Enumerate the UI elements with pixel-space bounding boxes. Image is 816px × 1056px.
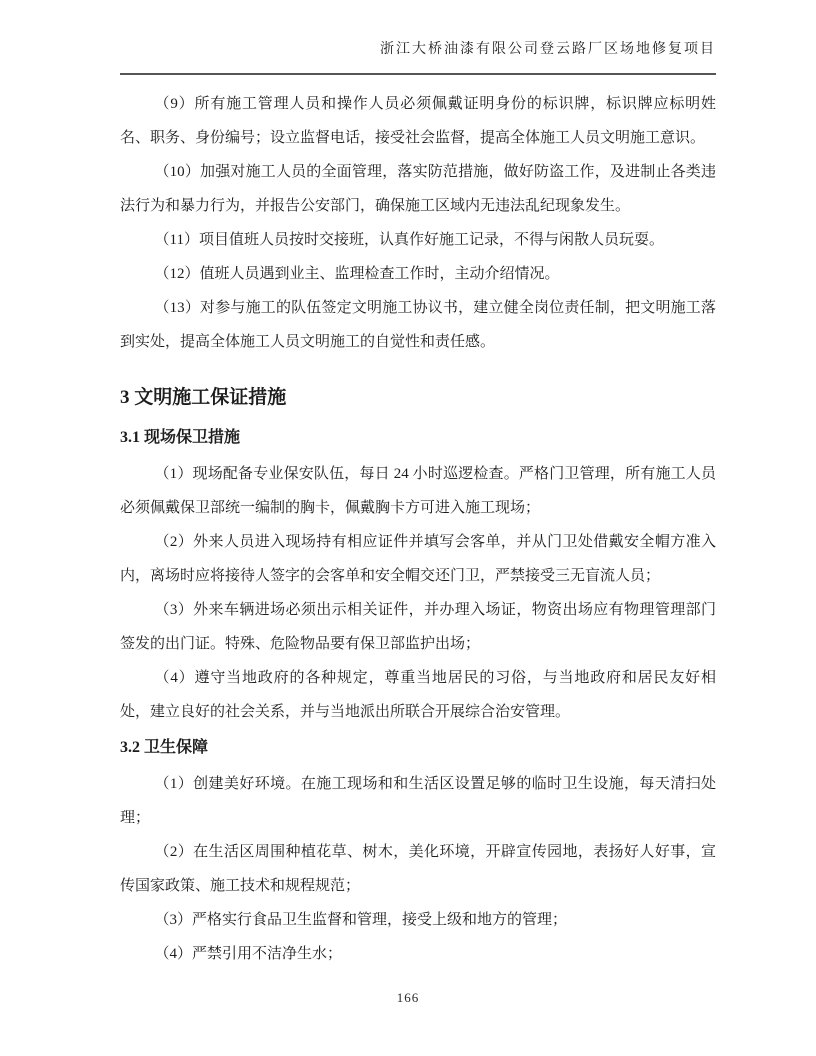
subsection-heading-3-1: 3.1 现场保卫措施 <box>120 429 241 446</box>
paragraph-item-12: （12）值班人员遇到业主、监理检查工作时，主动介绍情况。 <box>154 266 560 282</box>
paragraph-3-2-item-4: （4）严禁引用不洁净生水； <box>154 946 343 962</box>
paragraph-3-1-item-3: （3）外来车辆进场必须出示相关证件，并办理入场证，物资出场应有物理管理部门签发的出门证。特殊、危险物品要有保卫部监护出场； <box>120 602 716 652</box>
paragraph-3-1-item-4: （4）遵守当地政府的各种规定，尊重当地居民的习俗，与当地政府和居民友好相处，建立良好的社会关系，并与当地派出所联合开展综合治安管理。 <box>120 670 716 720</box>
paragraph-3-1-item-1: （1）现场配备专业保安队伍，每日 24 小时巡逻检查。严格门卫管理，所有施工人员必须佩戴保卫部统一编制的胸卡，佩戴胸卡方可进入施工现场； <box>120 466 716 516</box>
paragraph-3-2-item-1: （1）创建美好环境。在施工现场和和生活区设置足够的临时卫生设施，每天清扫处理； <box>120 776 716 826</box>
paragraph-item-10: （10）加强对施工人员的全面管理，落实防范措施，做好防盗工作，及进制止各类违法行为和暴力行为，并报告公安部门，确保施工区域内无违法乱纪现象发生。 <box>120 164 716 214</box>
paragraph-item-11: （11）项目值班人员按时交接班，认真作好施工记录，不得与闲散人员玩耍。 <box>154 232 664 248</box>
page-number: 166 <box>396 990 420 1005</box>
paragraph-3-2-item-2: （2）在生活区周围种植花草、树木，美化环境，开辟宣传园地，表扬好人好事，宣传国家政策、施工技术和规程规范； <box>120 844 716 894</box>
section-heading-3: 3 文明施工保证措施 <box>120 387 287 408</box>
header-project-title: 浙江大桥油漆有限公司登云路厂区场地修复项目 <box>380 42 716 57</box>
paragraph-item-13: （13）对参与施工的队伍签定文明施工协议书，建立健全岗位责任制，把文明施工落到实处，提高全体施工人员文明施工的自觉性和责任感。 <box>120 300 716 350</box>
paragraph-3-1-item-2: （2）外来人员进入现场持有相应证件并填写会客单，并从门卫处借戴安全帽方准入内，离场时应将接待人签字的会客单和安全帽交还门卫，严禁接受三无盲流人员； <box>120 534 716 584</box>
document-body <box>120 75 716 971</box>
page-header <box>120 40 716 75</box>
subsection-heading-3-2: 3.2 卫生保障 <box>120 739 209 756</box>
paragraph-3-2-item-3: （3）严格实行食品卫生监督和管理，接受上级和地方的管理； <box>154 912 568 928</box>
paragraph-item-9: （9）所有施工管理人员和操作人员必须佩戴证明身份的标识牌，标识牌应标明姓名、职务、身份编号；设立监督电话，接受社会监督，提高全体施工人员文明施工意识。 <box>120 96 716 146</box>
